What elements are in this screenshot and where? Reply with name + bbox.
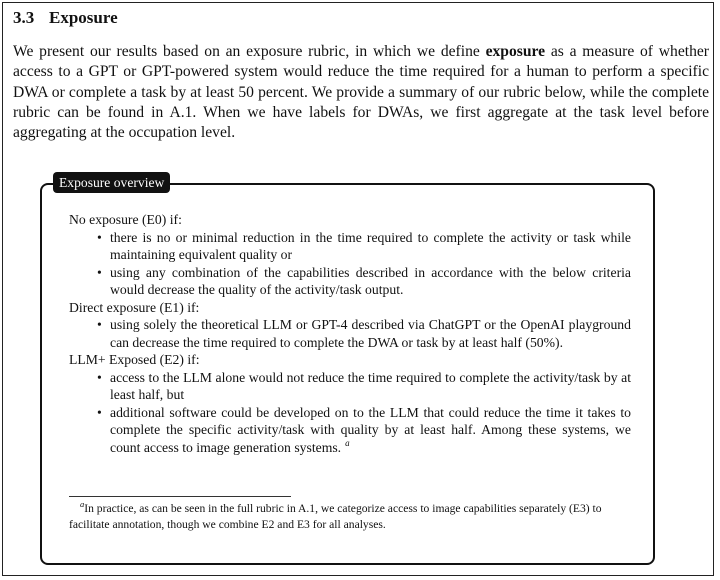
bullet-icon: •	[97, 317, 102, 332]
category-e2-label: LLM+ Exposed (E2) if:	[69, 352, 200, 367]
category-e1-label: Direct exposure (E1) if:	[69, 299, 200, 315]
footnote-text: In practice, as can be seen in the full rubric in A.1, we categorize access to image capabilities separately (E3) to facilitate annotation, though we combine E2 and E3 for all analyses.	[69, 502, 602, 531]
bullet-icon: •	[97, 264, 102, 280]
box-title: Exposure overview	[53, 172, 170, 193]
criterion-e0-2	[69, 264, 631, 299]
footnote	[69, 501, 629, 533]
section-number: 3.3	[13, 8, 35, 27]
intro-text-end: as a measure of whether access to a GPT or GPT-powered system would reduce the time required for a human to perform a specific DWA or complete a task by at least 50 percent. We provide a summary of our rubric below, while the complete rubric can be found in A.1. When we have labels for DWAs, we first aggregate at the task level before aggregating at the occupation level.	[13, 43, 709, 142]
criterion-e0-1	[69, 229, 631, 264]
criterion-text: using solely the theoretical LLM or GPT-4 described via ChatGPT or the OpenAI playground can decrease the time required to complete the DWA or task by at least half (50%).	[110, 317, 631, 350]
bullet-icon: •	[97, 404, 102, 420]
criterion-e1-1	[69, 316, 631, 351]
footnote-reference: a	[345, 437, 350, 448]
bullet-icon: •	[97, 369, 102, 385]
criterion-e2-2	[69, 404, 631, 457]
criterion-text: there is no or minimal reduction in the time required to complete the activity or task while maintaining equivalent quality or	[110, 229, 631, 262]
intro-paragraph	[13, 42, 709, 143]
section-heading	[13, 8, 118, 28]
exposure-term: exposure	[485, 43, 546, 60]
category-e0-label: No exposure (E0) if:	[69, 212, 182, 227]
footnote-rule	[69, 496, 291, 497]
category-e0-criteria	[69, 229, 631, 299]
category-e1-criteria	[69, 316, 631, 351]
bullet-icon: •	[97, 229, 102, 245]
criterion-text: using any combination of the capabilities described in accordance with the below criteria would decrease the quality of the activity/task output.	[110, 264, 631, 297]
box-content	[69, 211, 631, 456]
criterion-text: additional software could be developed on to the LLM that could reduce the time it takes to complete the specific activity/task with quality by at least half. Among these systems, we count access to image generation systems.	[110, 404, 631, 455]
section-title: Exposure	[49, 8, 118, 27]
category-e2-criteria	[69, 369, 631, 457]
criterion-text: access to the LLM alone would not reduce the time required to complete the activity/task by at least half, but	[110, 369, 631, 402]
intro-text-start: We present our results based on an exposure rubric, in which we define	[13, 43, 486, 60]
footnote-marker: a	[80, 499, 85, 510]
criterion-e2-1	[69, 369, 631, 404]
